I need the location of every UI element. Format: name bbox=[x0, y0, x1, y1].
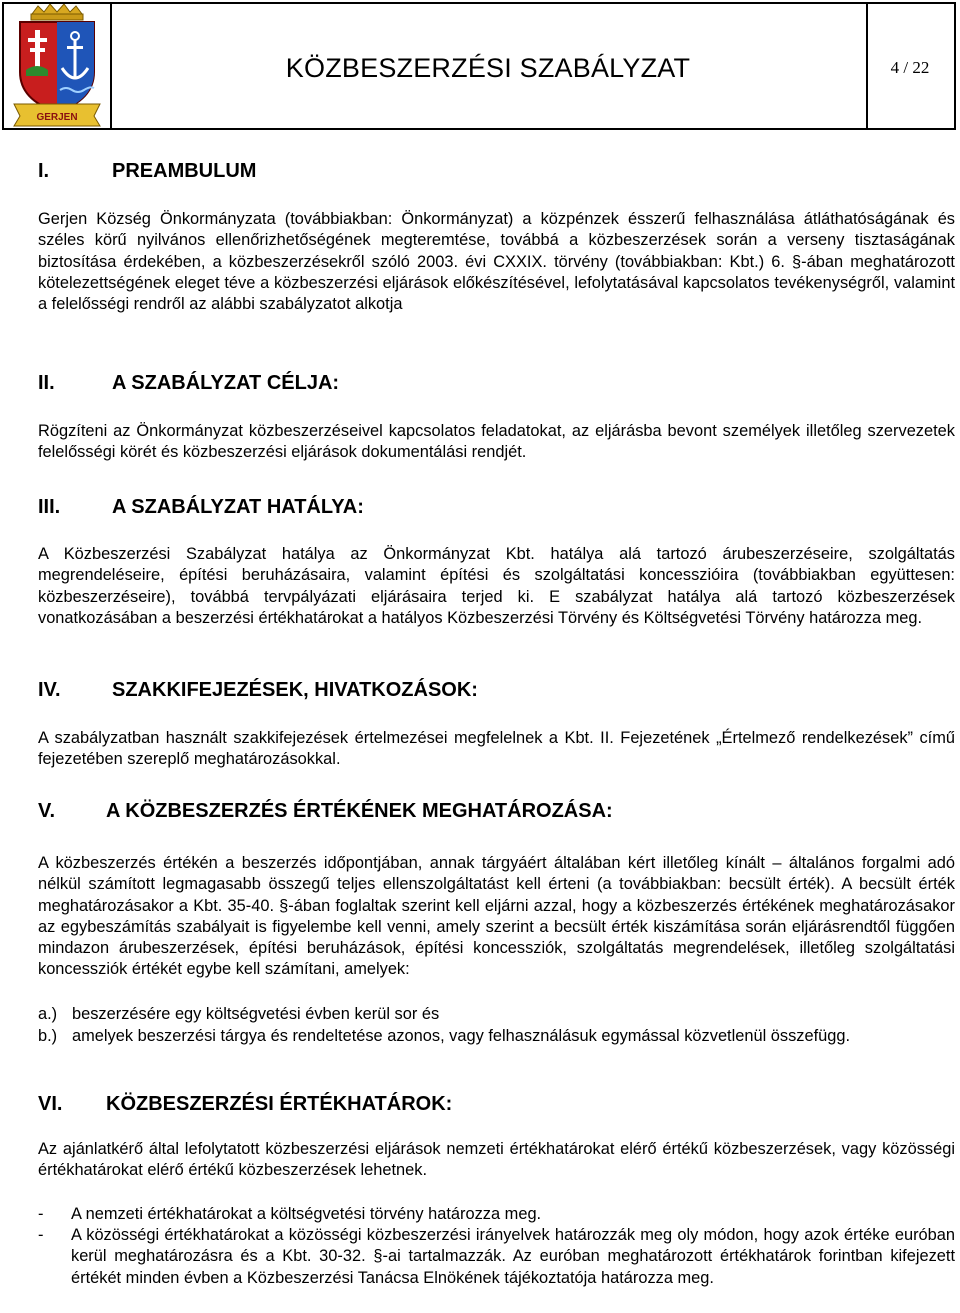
section-heading-preambulum bbox=[38, 160, 256, 183]
section-heading-szakkifejezesek bbox=[38, 679, 478, 702]
list-item bbox=[38, 1225, 955, 1289]
paragraph: Rögzíteni az Önkormányzat közbeszerzéseivel kapcsolatos feladatokat, az eljárásba bevont személyek illetőleg szervezetek felelősségi körét és közbeszerzési eljárások dokumentálási rendjét. bbox=[38, 422, 955, 462]
coat-of-arms-logo bbox=[4, 4, 112, 128]
section-number: I. bbox=[38, 160, 50, 182]
section-title: A KÖZBESZERZÉS ÉRTÉKÉNEK MEGHATÁROZÁSA: bbox=[106, 800, 613, 822]
paragraph: A Közbeszerzési Szabályzat hatálya az Önkormányzat Kbt. hatálya alá tartozó árubeszerzéseire, szolgáltatás megrendeléseire, építési beruházásaira, valamint építési és szolgáltatási koncesszióira (továbbiakban együttesen: közbeszerzéseire), továbbá tervpályázati eljárásaira terjed ki. E szabályzat hatálya alá tartozó közbeszerzések vonatkozásában a beszerzési értékhatárokat a hatályos Közbeszerzési Törvény és Költségvetési Törvény határozza meg. bbox=[38, 545, 955, 627]
list-item-text: beszerzésére egy költségvetési évben kerül sor és bbox=[72, 1005, 440, 1023]
document-title-text: KÖZBESZERZÉSI SZABÁLYZAT bbox=[285, 52, 691, 83]
section-title: A SZABÁLYZAT HATÁLYA: bbox=[112, 496, 364, 518]
paragraph: Gerjen Község Önkormányzata (továbbiakban: Önkormányzat) a közpénzek ésszerű felhasználása átláthatóságának és széles körű nyilvános ellenőrizhetőségének megteremtése, továbbá a közbeszerzések során a verseny tisztaságának biztosítása érdekében, a közbeszerzésekről szóló 2003. évi CXXIX. törvény (továbbiakban: Kbt.) 6. §-ában meghatározott kötelezettségének eleget téve a közbeszerzési eljárások előkészítésével, lefolytatásával kapcsolatos tevékenységről, valamint a felelősségi rendről az alábbi szabályzatot alkotja bbox=[38, 210, 955, 314]
section-number: VI. bbox=[38, 1093, 63, 1115]
section-title: A SZABÁLYZAT CÉLJA: bbox=[112, 372, 340, 394]
section-heading-ertekhatarok bbox=[38, 1093, 452, 1116]
list-marker: - bbox=[38, 1226, 44, 1244]
document-title bbox=[110, 4, 868, 128]
list-marker: b.) bbox=[38, 1027, 58, 1045]
page-number bbox=[866, 4, 954, 128]
list-item bbox=[38, 1204, 955, 1225]
section-number: V. bbox=[38, 800, 56, 822]
section-number: II. bbox=[38, 372, 55, 394]
list-item bbox=[38, 1004, 955, 1025]
section-heading-hatalya bbox=[38, 496, 364, 519]
list-item-text: amelyek beszerzési tárgya és rendeltetése azonos, vagy felhasználásuk egymással közvetlenül összefügg. bbox=[72, 1027, 851, 1045]
section-title: KÖZBESZERZÉSI ÉRTÉKHATÁROK: bbox=[106, 1093, 453, 1115]
list-item bbox=[38, 1026, 955, 1047]
section-heading-ertek bbox=[38, 800, 613, 823]
svg-text:GERJEN: GERJEN bbox=[36, 112, 78, 123]
section-title: PREAMBULUM bbox=[112, 160, 257, 182]
list-item-text: A nemzeti értékhatárokat a költségvetési törvény határozza meg. bbox=[71, 1205, 542, 1223]
paragraph: A szabályzatban használt szakkifejezések értelmezései megfelelnek a Kbt. II. Fejezetének „Értelmező rendelkezések” című fejezetében szereplő meghatározásokkal. bbox=[38, 729, 955, 769]
section-number: III. bbox=[38, 496, 61, 518]
list-marker: a.) bbox=[38, 1005, 58, 1023]
paragraph: A közbeszerzés értékén a beszerzés időpontjában, annak tárgyáért általában kért illetőleg kínált – általános forgalmi adó nélkül számított legmagasabb összegű teljes ellenszolgáltatást kell érteni (a továbbiakban: becsült érték). A becsült érték meghatározásakor a Kbt. 35-40. §-ában foglaltak szerint kell eljárni azzal, hogy a közbeszerzés értékének meghatározásakor az egybeszámítás szabályait is figyelembe kell venni, amely szerint a becsült érték kiszámítása során eljárásrendtől függően mindazon árubeszerzések, építési beruházások, építési koncessziók, szolgáltatás megrendelések, illetőleg szolgáltatási koncessziók értékét egybe kell számítani, amelyek: bbox=[38, 854, 955, 979]
page-number-text: 4 / 22 bbox=[890, 58, 930, 77]
section-title: SZAKKIFEJEZÉSEK, HIVATKOZÁSOK: bbox=[112, 679, 478, 701]
paragraph: Az ajánlatkérő által lefolytatott közbeszerzési eljárások nemzeti értékhatárokat elérő értékű közbeszerzések, vagy közösségi értékhatárokat elérő értékű közbeszerzések lehetnek. bbox=[38, 1140, 955, 1180]
coat-of-arms-icon bbox=[4, 4, 110, 128]
list-marker: - bbox=[38, 1205, 44, 1223]
section-number: IV. bbox=[38, 679, 61, 701]
section-heading-celja bbox=[38, 372, 339, 395]
page-header bbox=[2, 2, 956, 130]
list-item-text: A közösségi értékhatárokat a közösségi közbeszerzési irányelvek határozzák meg oly módon, hogy azok értéke euróban kerül meghatározásra és a Kbt. 30-32. §-ai tartalmazzák. Az euróban meghatározott értékhatárok forintban kifejezett értékét minden évben a Közbeszerzési Tanácsa Elnökének tájékoztatója határozza meg. bbox=[71, 1226, 955, 1287]
